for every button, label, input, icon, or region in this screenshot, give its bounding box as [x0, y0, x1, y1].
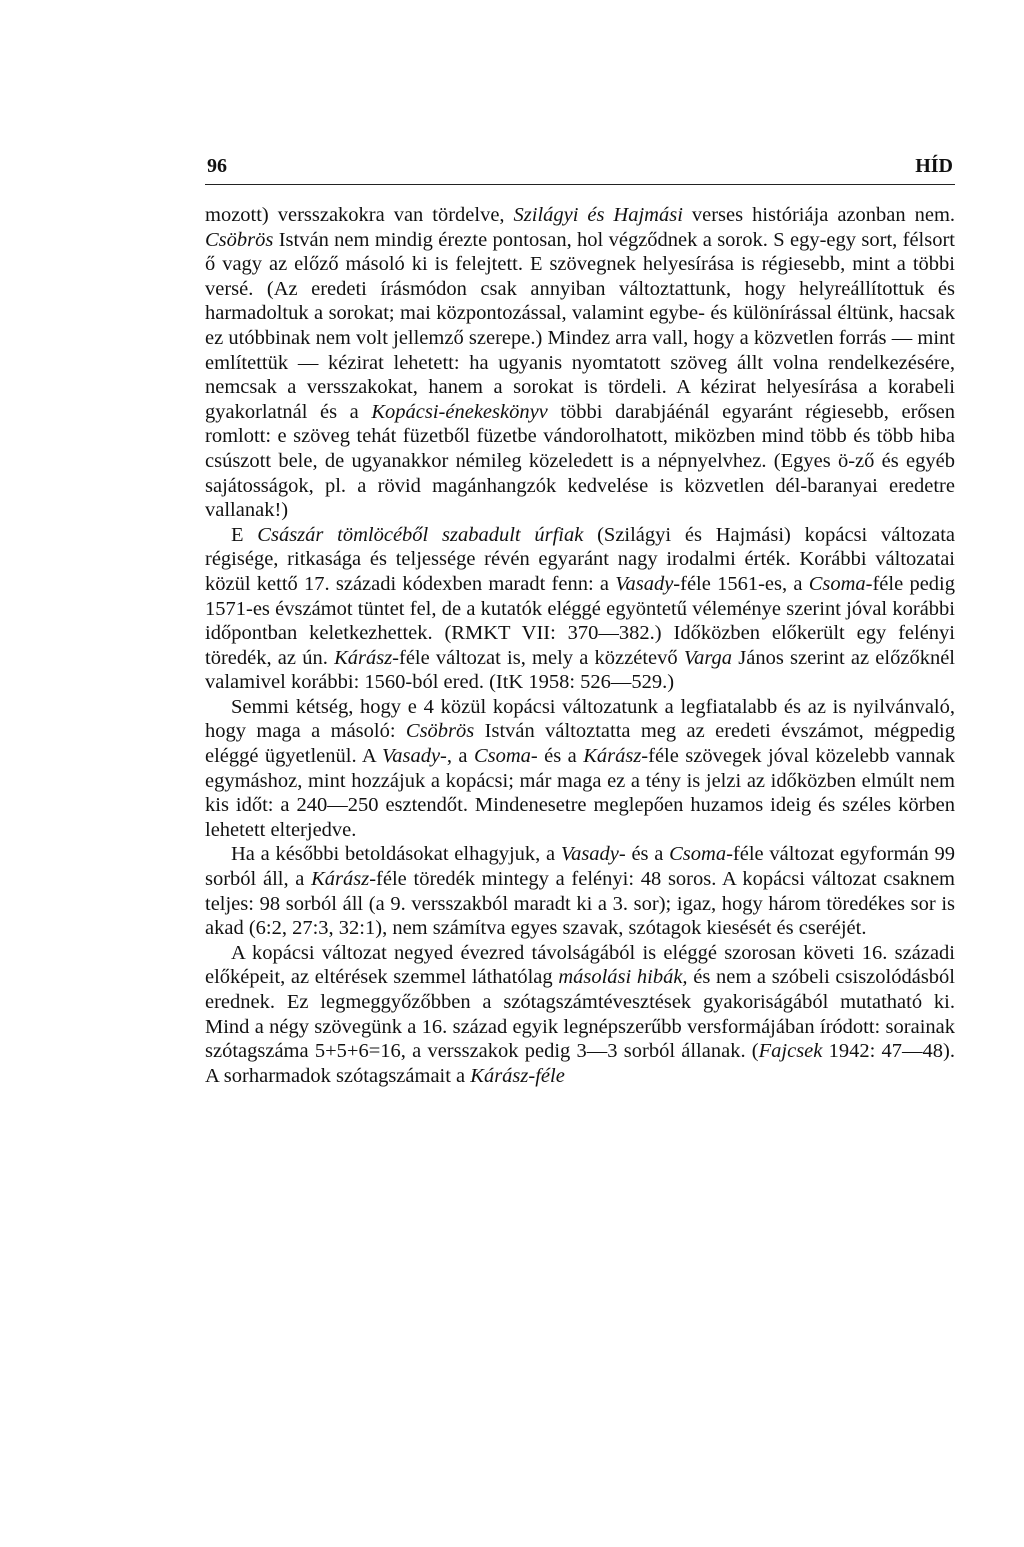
italic-text: Kárász — [311, 868, 370, 891]
text-run: -féle pedig 1571-es évszámot tüntet fel, de a kutatók eléggé egyöntetű véleménye szerint jóval korábbi időpontban keletkezhettek. (RMKT VII: 370—382.) Időközben előkerült egy felényi töredék, az ún. — [205, 572, 955, 669]
italic-text: Csoma — [669, 843, 727, 866]
italic-text: Fajcsek — [758, 1040, 823, 1063]
text-run: - és a — [530, 745, 584, 768]
text-run: István nem mindig érezte pontosan, hol végződnek a sorok. S egy-egy sort, félsort ő vagy az előző másoló ki is felejtett. E szövegnek helyesírása is régiesebb, mint a többi versé. (Az eredeti írásmódon csak annyiban változtattunk, hogy helyreállítottuk és harmadoltuk a sorokat; mai központozással, valamint egybe- és különírással éltünk, hacsak ez utóbbinak nem volt jellemző szerepe.) Mindez arra vall, hogy a közvetlen forrás — mint említettük — kézirat lehetett: ha ugyanis nyomtatott szöveg állt volna rendelkezésére, nemcsak a versszakokat, hanem a sorokat is tördeli. A kézirat helyesírása a korabeli gyakorlatnál és a — [205, 228, 955, 423]
paragraph — [205, 523, 955, 695]
italic-text: Vasady — [615, 572, 674, 595]
italic-text: Csöbrös — [205, 228, 274, 251]
text-run: (Szilágyi és Hajmási) kopácsi változata régisége, ritkasága és teljessége révén egyaránt nagy irodalmi érték. Korábbi változatai közül kettő 17. századi kódexben maradt fenn: a — [205, 523, 955, 595]
italic-text: Kárász — [334, 646, 393, 669]
italic-text: Csoma — [808, 572, 866, 595]
text-run: többi darabjáénál egyaránt régiesebb, erősen romlott: e szöveg tehát füzetből füzetbe vándorolhatott, miközben mind több és több hiba csúszott bele, de ugyanakkor némileg közeledett is a népnyelvhez. (Egyes ö-ző és egyéb sajátosságok, pl. a rövid magánhangzók kedvelése is közvetlen dél-baranyai eredetre vallanak!) — [205, 400, 955, 522]
text-run: István változtatta meg az eredeti évszámot, mégpedig eléggé ügyetlenül. A — [205, 720, 955, 768]
journal-title: HÍD — [915, 155, 953, 177]
text-run: E — [231, 523, 258, 546]
text-run: -féle töredék mintegy a felényi: 48 soros. A kopácsi változat csaknem teljes: 98 sorból áll (a 9. versszakból maradt ki a 3. sor); igaz, hogy három töredékes sor is akad (6:2, 27:3, 32:1), nem számítva egyes szavak, szótagok kiesését és cseréjét. — [205, 868, 955, 940]
text-run: - és a — [618, 843, 670, 866]
italic-text: Kárász — [583, 745, 642, 768]
paragraph — [205, 695, 955, 843]
text-run: -féle változat egyformán 99 sorból áll, a — [205, 843, 955, 891]
text-run: és nem a szóbeli csiszolódásból erednek. Ez legmeggyőzőbben a szótagszámtévesztések gyakoriságából mutatható ki. Mind a négy szövegünk a 16. század egyik legnépszerűbb versformájában íródott: sorainak szótagszáma 5+5+6=16, a versszakok pedig 3—3 sorból állanak. ( — [205, 966, 955, 1063]
text-run: mozott) versszakokra van tördelve, — [205, 204, 514, 226]
body-text — [205, 203, 955, 1088]
paragraph — [205, 842, 955, 940]
italic-text: Varga — [683, 646, 733, 669]
italic-text: Kárász-féle — [470, 1064, 565, 1087]
italic-text: Vasady — [381, 745, 441, 768]
text-run: -féle 1561-es, a — [673, 572, 809, 595]
italic-text: Csöbrös — [405, 720, 475, 743]
text-run: verses históriája azonban nem. — [682, 204, 956, 226]
italic-text: Vasady — [560, 843, 619, 866]
page-number: 96 — [207, 155, 227, 177]
text-run: A kopácsi változat negyed évezred távolságából is eléggé szorosan követi 16. századi előképeit, az eltérések szemmel láthatólag — [205, 941, 955, 989]
text-run: 1942: 47—48). A sorharmadok szótagszámait a — [205, 1040, 955, 1087]
text-run: -féle szövegek jóval közelebb vannak egymáshoz, mint hozzájuk a kopácsi; már maga ez a tény is jelzi az időközben elmúlt nem kis időt: a 240—250 esztendőt. Mindenesetre meglepően huzamos ideig és széles körben lehetett elterjedve. — [205, 745, 955, 841]
paragraph — [205, 203, 955, 523]
italic-text: Császár tömlöcéből szabadult úrfiak — [257, 523, 584, 546]
italic-text: Kopácsi-énekeskönyv — [371, 400, 548, 423]
text-run: Ha a későbbi betoldásokat elhagyjuk, a — [231, 843, 561, 866]
italic-text: Szilágyi és Hajmási — [513, 204, 683, 226]
italic-text: Csoma — [473, 745, 531, 768]
paragraph — [205, 941, 955, 1089]
text-run: -, a — [440, 745, 474, 768]
running-head — [205, 155, 955, 185]
text-run: János szerint az előzőknél valamivel korábbi: 1560-ból ered. (ItK 1958: 526—529.) — [205, 646, 955, 694]
italic-text: másolási hibák, — [558, 966, 688, 989]
text-run: Semmi kétség, hogy e 4 közül kopácsi változatunk a legfiatalabb és az is nyilvánvaló, hogy maga a másoló: — [205, 695, 955, 743]
page — [205, 155, 955, 1088]
text-run: -féle változat is, mely a közzétevő — [392, 646, 684, 669]
